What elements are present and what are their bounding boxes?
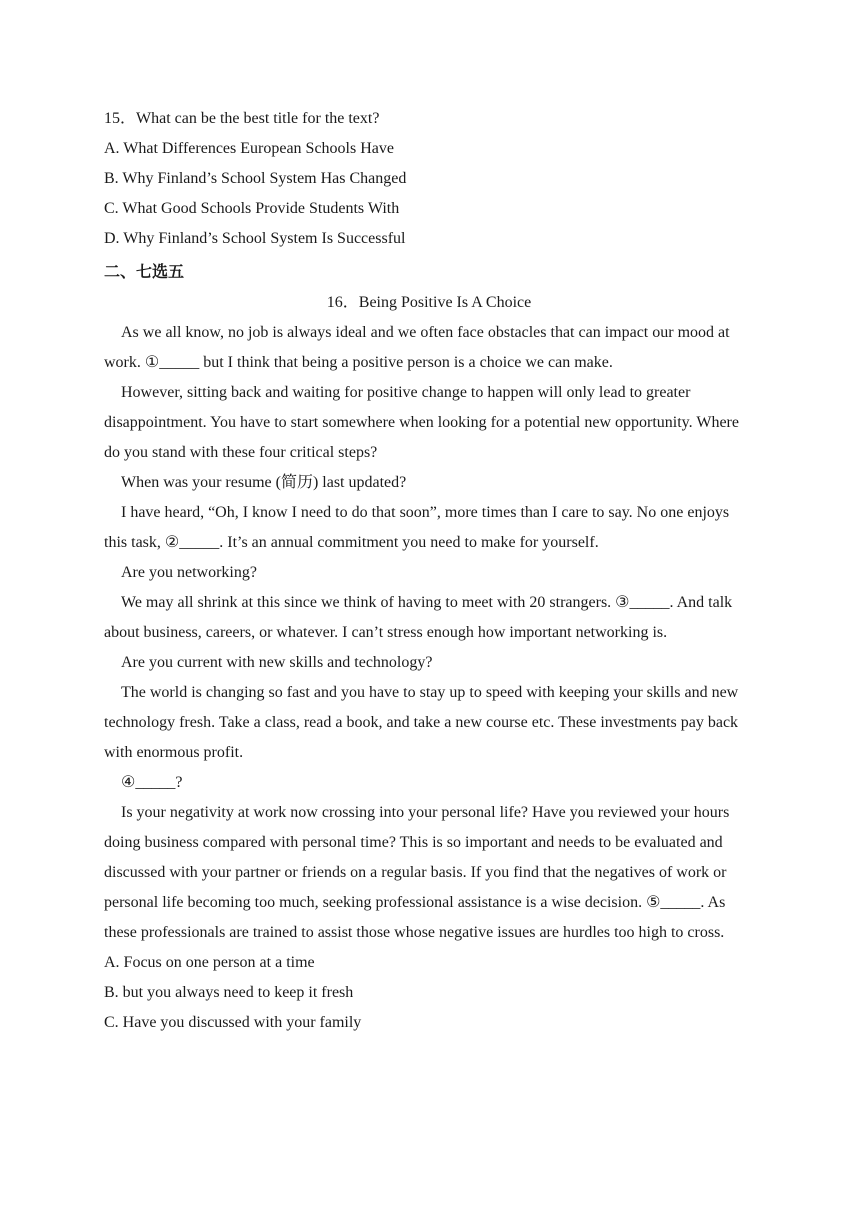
paragraph-intro: As we all know, no job is always ideal and we often face obstacles that can impact our mood at work. ①_____ but I think that being a positive person is a choice we can make. [104, 324, 730, 371]
question-15-option-d: D. Why Finland’s School System Is Successful [104, 230, 406, 247]
question-15-option-b: B. Why Finland’s School System Has Changed [104, 170, 407, 187]
paragraph-skills: The world is changing so fast and you have to stay up to speed with keeping your skills and new technology fresh. Take a class, read a book, and take a new course etc. These investments pay back with enormous profit. [104, 684, 739, 761]
passage-option-b: B. but you always need to keep it fresh [104, 984, 354, 1001]
passage-title: 16．Being Positive Is A Choice [326, 294, 532, 311]
paragraph-networking: We may all shrink at this since we think of having to meet with 20 strangers. ③_____. And talk about business, careers, or whatever. I can’t stress enough how important networking is. [104, 594, 733, 641]
passage-body [104, 318, 744, 948]
question-15-option-c: C. What Good Schools Provide Students With [104, 200, 400, 217]
subheading-skills: Are you current with new skills and technology? [121, 654, 433, 671]
question-15 [104, 104, 744, 254]
paragraph-however: However, sitting back and waiting for positive change to happen will only lead to greater disappointment. You have to start somewhere when looking for a potential new opportunity. Where do you stand with these four critical steps? [104, 384, 739, 461]
passage-option-c: C. Have you discussed with your family [104, 1014, 362, 1031]
passage-options [104, 948, 744, 1038]
passage-option-a: A. Focus on one person at a time [104, 954, 315, 971]
section-heading: 二、七选五 [104, 262, 185, 281]
question-15-stem: 15．What can be the best title for the text? [104, 110, 380, 127]
subheading-resume: When was your resume (简历) last updated? [121, 474, 407, 491]
paragraph-negativity: Is your negativity at work now crossing into your personal life? Have you reviewed your hours doing business compared with personal time? This is so important and needs to be evaluated and discussed with your partner or friends on a regular basis. If you find that the negatives of work or personal life becoming too much, seeking professional assistance is a wise decision. ⑤_____. As these professionals are trained to assist those whose negative issues are hurdles too high to cross. [104, 804, 730, 941]
document-page [104, 104, 744, 1038]
subheading-blank-4: ④_____? [121, 774, 183, 791]
question-15-option-a: A. What Differences European Schools Have [104, 140, 394, 157]
subheading-networking: Are you networking? [121, 564, 257, 581]
paragraph-resume: I have heard, “Oh, I know I need to do that soon”, more times than I care to say. No one enjoys this task, ②_____. It’s an annual commitment you need to make for yourself. [104, 504, 730, 551]
